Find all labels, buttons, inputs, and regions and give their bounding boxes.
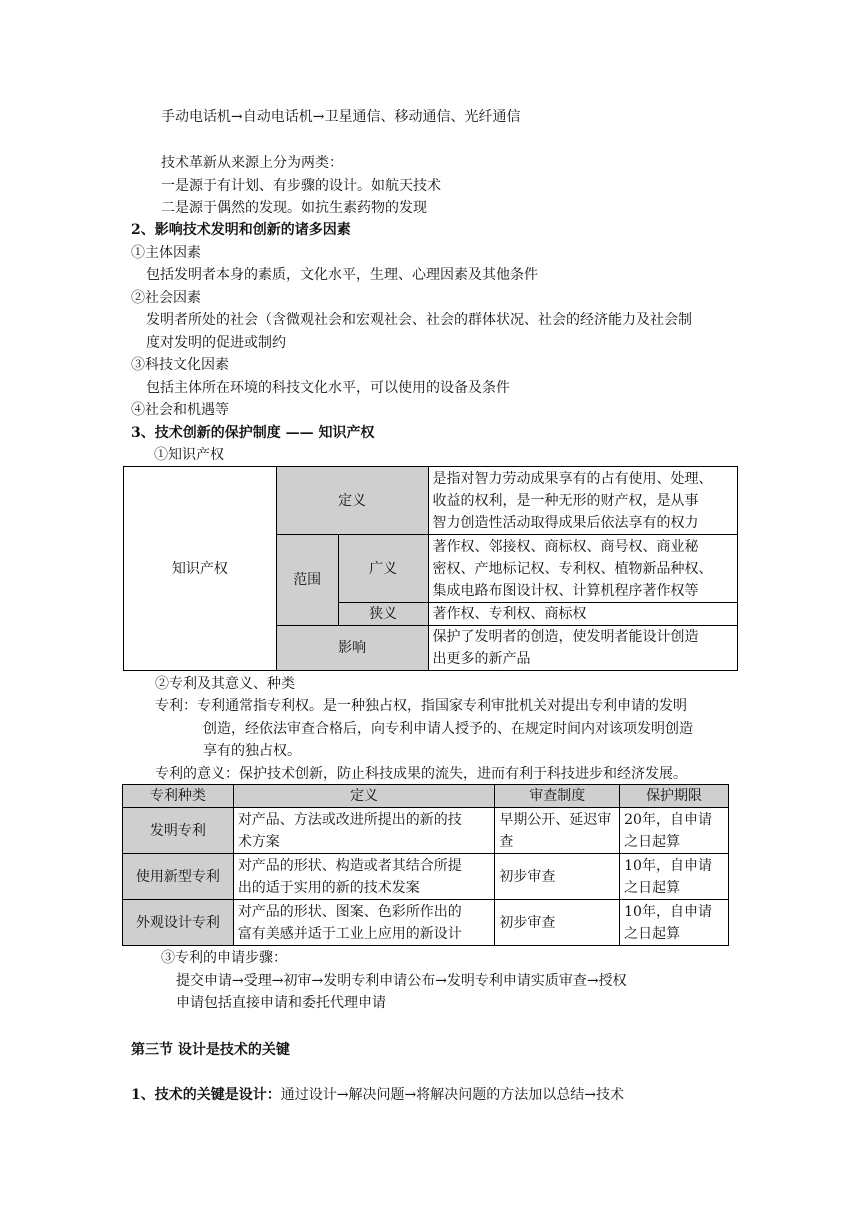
patent-type-cell: 发明专利 <box>123 808 234 854</box>
patent-type-cell: 使用新型专利 <box>123 854 234 900</box>
patent-steps-heading: ③专利的申请步骤： <box>161 950 287 966</box>
ip-def-line-3: 智力创造性活动取得成果后依法享有的权力 <box>432 514 699 531</box>
patent-table-header <box>123 785 729 808</box>
ip-broad-text <box>428 535 737 603</box>
section-title: 第三节 设计是技术的关键 <box>131 1042 290 1058</box>
ip-subheading: ①知识产权 <box>154 447 224 463</box>
patent-type-cell: 外观设计专利 <box>123 900 234 946</box>
design-key-line <box>131 1086 624 1104</box>
cell-line: 早期公开、延迟审 <box>499 811 612 828</box>
col-type-header: 专利种类 <box>123 785 234 808</box>
cell-line: 对产品的形状、图案、色彩所作出的 <box>237 903 462 920</box>
cell-line: 查 <box>499 833 514 850</box>
innovation-type-1: 一是源于有计划、有步骤的设计。如航天技术 <box>161 178 441 194</box>
factor-1-title: ①主体因素 <box>131 245 201 261</box>
patent-def-2: 创造，经依法审查合格后，向专利申请人授予的、在规定时间内对该项发明创造 <box>203 721 693 737</box>
col-def-header: 定义 <box>233 785 495 808</box>
cell-line: 10年，自申请 <box>624 857 712 874</box>
cell-line: 之日起算 <box>624 833 681 850</box>
cell-line: 术方案 <box>237 833 280 850</box>
ip-impact-line-2: 出更多的新产品 <box>432 651 531 667</box>
table-row <box>123 900 729 946</box>
design-key-text: 通过设计→解决问题→将解决问题的方法加以总结→技术 <box>280 1087 624 1103</box>
cell-line: 10年，自申请 <box>624 903 712 920</box>
ip-broad-line-3: 集成电路布图设计权、计算机程序著作权等 <box>432 582 699 599</box>
ip-def-label: 定义 <box>276 467 428 535</box>
ip-def-line-2: 收益的权利，是一种无形的财产权，是从事 <box>432 492 699 509</box>
patent-review-cell <box>495 808 620 854</box>
patent-def-cell <box>233 900 495 946</box>
col-term-header: 保护期限 <box>620 785 729 808</box>
patent-steps: 提交申请→受理→初审→发明专利申请公布→发明专利申请实质审查→授权 <box>176 973 627 989</box>
ip-def-line-1: 是指对智力劳动成果享有的占有使用、处理、 <box>432 470 713 487</box>
factor-2-text-2: 度对发明的促进或制约 <box>146 335 286 351</box>
factor-2-text-1: 发明者所处的社会（含微观社会和宏观社会、社会的群体状况、社会的经济能力及社会制 <box>146 312 692 328</box>
ip-scope-label: 范围 <box>276 535 338 626</box>
patent-def-1: 专利：专利通常指专利权。是一种独占权，指国家专利审批机关对提出专利申请的发明 <box>155 698 687 714</box>
innovation-intro: 技术革新从来源上分为两类： <box>161 155 343 171</box>
design-key-label: 1、技术的关键是设计： <box>131 1087 281 1103</box>
patent-subheading: ②专利及其意义、种类 <box>155 676 295 692</box>
ip-broad-line-1: 著作权、邻接权、商标权、商号权、商业秘 <box>432 538 699 555</box>
patent-steps-note: 申请包括直接申请和委托代理申请 <box>176 995 386 1011</box>
ip-impact-line-1: 保护了发明者的创造，使发明者能设计创造 <box>432 629 699 645</box>
patent-def-cell <box>233 808 495 854</box>
ip-impact-text <box>428 626 737 671</box>
patent-review-cell: 初步审查 <box>495 854 620 900</box>
patent-def-3: 享有的独占权。 <box>203 743 301 759</box>
ip-impact-label: 影响 <box>276 626 428 671</box>
patent-term-cell <box>620 808 729 854</box>
table-row <box>123 808 729 854</box>
patent-term-cell <box>620 900 729 946</box>
cell-line: 之日起算 <box>624 879 681 896</box>
cell-line: 对产品、方法或改进所提出的新的技 <box>237 811 462 828</box>
ip-heading: 3、技术创新的保护制度 —— 知识产权 <box>131 425 375 441</box>
factor-3-title: ③科技文化因素 <box>131 357 229 373</box>
patent-review-cell: 初步审查 <box>495 900 620 946</box>
patent-def-cell <box>233 854 495 900</box>
ip-narrow-text: 著作权、专利权、商标权 <box>428 603 737 626</box>
phone-evolution-line: 手动电话机→自动电话机→卫星通信、移动通信、光纤通信 <box>161 109 521 125</box>
cell-line: 富有美感并适于工业上应用的新设计 <box>237 925 462 942</box>
factors-heading: 2、影响技术发明和创新的诸多因素 <box>131 222 351 238</box>
cell-line: 20年，自申请 <box>624 811 712 828</box>
cell-line: 出的适于实用的新的技术发案 <box>237 879 420 896</box>
patent-term-cell <box>620 854 729 900</box>
ip-def-text <box>428 467 737 535</box>
col-review-header: 审查制度 <box>495 785 620 808</box>
ip-broad-line-2: 密权、产地标记权、专利权、植物新品种权、 <box>432 560 713 577</box>
ip-narrow-label: 狭义 <box>338 603 428 626</box>
ip-broad-label: 广义 <box>338 535 428 603</box>
cell-line: 之日起算 <box>624 925 681 942</box>
innovation-type-2: 二是源于偶然的发现。如抗生素药物的发现 <box>161 200 427 216</box>
cell-line: 对产品的形状、构造或者其结合所提 <box>237 857 462 874</box>
factor-2-title: ②社会因素 <box>131 290 201 306</box>
patent-meaning: 专利的意义：保护技术创新，防止科技成果的流失，进而有利于科技进步和经济发展。 <box>155 766 687 782</box>
factor-1-text: 包括发明者本身的素质，文化水平，生理、心理因素及其他条件 <box>146 267 538 283</box>
factor-3-text: 包括主体所在环境的科技文化水平，可以使用的设备及条件 <box>146 380 510 396</box>
patent-table <box>122 784 729 946</box>
ip-main-cell: 知识产权 <box>124 467 277 671</box>
table-row <box>123 854 729 900</box>
factor-4-title: ④社会和机遇等 <box>131 402 229 418</box>
ip-table <box>123 466 738 671</box>
